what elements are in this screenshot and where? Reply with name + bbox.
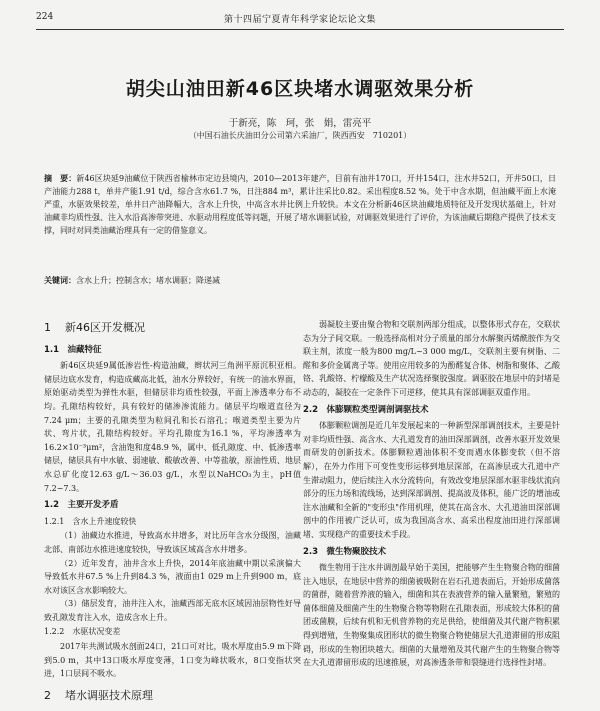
- affiliation: （中国石油长庆油田分公司第六采油厂，陕西西安 710201）: [188, 131, 412, 140]
- section-2-3-heading: 2.3 微生物聚胶技术: [303, 546, 387, 557]
- abstract-label: 摘 要：: [44, 174, 77, 183]
- left-column: [44, 313, 301, 711]
- page-header: [36, 10, 564, 26]
- section-2-title: 堵水调驱技术原理: [65, 688, 153, 702]
- paragraph: 微生物用于注水井调剖最早始于美国，把能够产生生物聚合物的细菌注入地层，在地层中营养的细菌被吸附在岩石孔道表面后，开始形成菌落的菌群，随着营养液的输入，细菌和其在表液营养的输入量繁殖，繁殖的菌体细菌及细菌产生的生物聚合物等物附在孔隙表面，形成较大体积的菌团或菌膜，后续有机和无机营养物的充足供给，使细菌及其代谢产物积累得到增殖，生物聚集成团形状的微生物聚合物使储层大孔道滞留的形成阻碍，形成的生物团块越大。细菌的大量增殖及其代谢产生的生物聚合物等在大孔道滞留形成的迅速推展，对高渗透条带和裂缝进行选择性封堵。: [303, 563, 560, 668]
- list-item: （2）近年发育，油井含水上升快，2014年底油藏中期以采演偏大导致低水井67.5 %上升到84.3 %，液面由1 029 m上升到900 m，底水对该区含水影响较大。: [44, 558, 301, 595]
- section-2-heading: [44, 689, 301, 703]
- page-number: 224: [36, 12, 54, 22]
- paper-title: 胡尖山油田新46区块堵水调驱效果分析: [125, 78, 475, 100]
- abstract-text: 新46区块延9油藏位于陕西省榆林市定边县境内，2010—2013年建产，目前有油井170口，开井154口，注水井52口，开井50口，日产油能力288 t，单井产能1.91 t/d，综合含水61.7 %，日注884 m³，累计注采比0.82。采出程度8.52 %。处于中含水期，但油藏平面上水淹严重，水驱效果较差，单井日产油降幅大，含水上升快，中高含水井比例上升较快。本文在分析新46区块油藏地质特征及开发现状基础上，针对油藏非均质性强、注入水沿高渗带突进、水驱动用程度低等问题，开展了堵水调驱试验，对调驱效果进行了评价，为该油藏后期稳产提供了技术支撑，同时对同类油藏治理具有一定的借鉴意义。: [44, 174, 556, 235]
- list-item: （3）储层发育，油井注入水，油藏西部无底水区域因油层物性好导致孔隙发育注入水，造成含水上升。: [44, 599, 301, 622]
- keywords-text: 含水上升；控制含水；堵水调驱；降递减: [76, 276, 220, 285]
- section-1-number: 1: [44, 321, 51, 334]
- section-2-2-heading: 2.2 体膨颗粒类型调剖调驱技术: [303, 404, 429, 415]
- section-1-1-heading: 1.1 油藏特征: [44, 344, 102, 355]
- keywords-label: 关键词：: [44, 276, 76, 285]
- right-column: [303, 318, 560, 670]
- paragraph: 2017年共测试吸水剖面24口，21口可对比，吸水厚度由5.9 m下降到5.0 m，其中13口吸水厚度变薄，1口变为峰状吸水，8口变指状突进，1口层间不吸水。: [44, 642, 301, 679]
- section-1-2-1-heading: 1.2.1 含水上升速度较快: [44, 516, 137, 526]
- section-1-title: 新46区开发概况: [65, 321, 145, 334]
- paragraph: 弱凝胶主要由聚合物和交联剂两部分组成，以整体形式存在，交联状态为分子间交联。一般选择高相对分子质量的部分水解聚丙烯酰胺作为交联主剂，浓度一般为800 mg/L~3 000 mg/L，交联剂主要有树脂、二醛和多价金属离子等。使用应用较多的为酚醛复合体、树脂和聚体、乙酸铬、乳酸铬、柠檬酸及生产状况选择聚胶强度。调驱胶在地层中的封堵是动态的，凝胶在一定条件下可逆移，使其具有深部调驱双重作用。: [303, 320, 560, 397]
- section-2-number: 2: [44, 688, 51, 702]
- running-title: 第十四届宁夏青年科学家论坛论文集: [223, 15, 376, 25]
- keywords: [44, 275, 556, 286]
- header-rule: [36, 29, 564, 30]
- abstract: [44, 172, 556, 237]
- list-item: （1）油藏边水推进，导致高水井增多，对比历年含水分级图，油藏北部、南部边水推进速度较快，导致该区域高含水井增多。: [44, 531, 301, 554]
- paragraph: 新46区块延9属低渗岩性-构造油藏，辫状河三角洲平原沉积亚相。储层边底水发育，构造成藏高北低，油水分界较好，有统一的油水界面，原始驱动类型为弹性水驱，但储层非均质性较强，平面上渗透率分布不均。孔隙结构较好，具有较好的储渗渗流能力。储层平均喉道直径为7.24 μm；主要的孔隙类型为粒间孔和长石溶孔；喉道类型主要为片状、弯片状，孔隙结构较好。平均孔隙度为16.1 %，平均渗透率为16.2×10⁻³μm²，含油饱和度48.9 %，属中、低孔隙度、中、低渗透率储层，储层具有中水敏、弱速敏、酸敏改善、中等盐敏，原油性质、地层水总矿化度12.63 g/L～36.03 g/L，水型以NaHCO₃为主，pH值7.2~7.3。: [44, 361, 301, 493]
- section-1-heading: [44, 321, 301, 335]
- section-1-2-heading: 1.2 主要开发矛盾: [44, 500, 119, 511]
- section-1-2-2-heading: 1.2.2 水驱状况变差: [44, 627, 121, 637]
- authors: 于新亮，陈 珂，张 娟，雷亮平: [228, 118, 372, 129]
- paragraph: 体膨颗粒调剖是近几年发展起来的一种新型深部调剖技术，主要是针对非均质性强、高含水、大孔道发育的油田深部调剖，改善水驱开发效果而研发的创新技术。体膨颗粒遇油体积不变而遇水体膨变软（但不溶解），在外力作用下可变性变形运移到地层深部，在高渗层或大孔道中产生滞动阻力，使后续注入水分流转向，有效改变地层深部水驱非线状流向部分的压力场和流线场，达到深部调剖、提高波及体积，能广泛的增油或注水油藏和全新的"变形虫"作用机理，使其在高含水、大孔道油田深部调剖中的作用被广泛认可，成为我国高含水、高采出程度油田进行深部调堵、实现稳产的重要技术手段。: [303, 421, 560, 539]
